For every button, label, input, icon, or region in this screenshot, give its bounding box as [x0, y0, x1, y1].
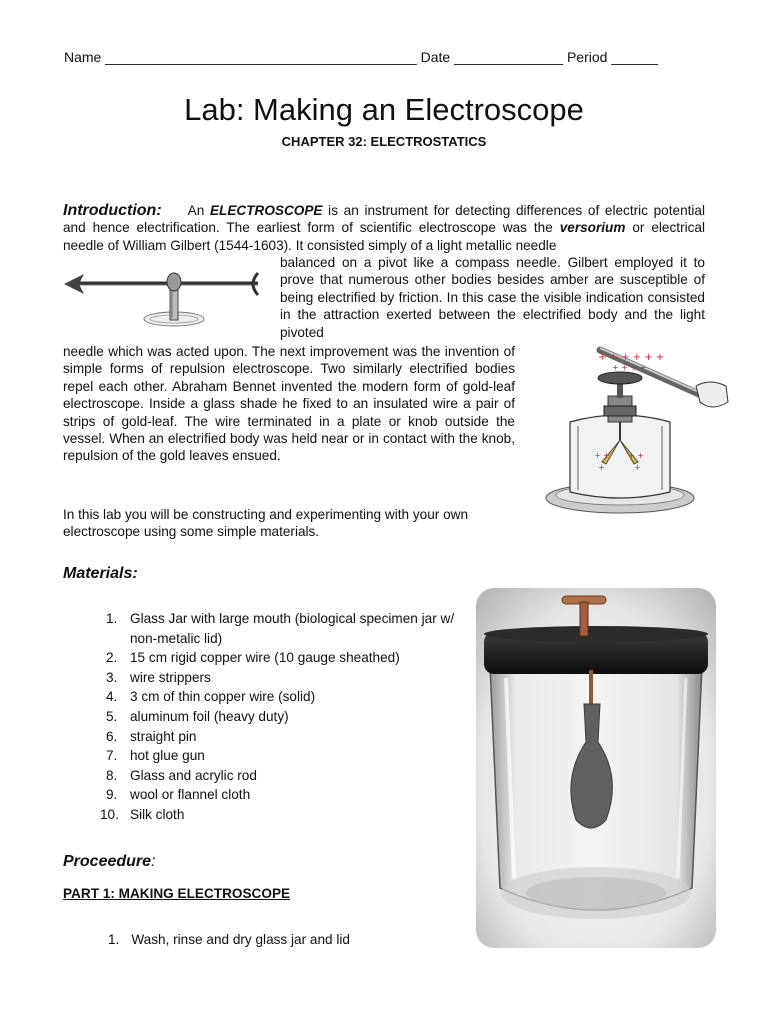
svg-text:+ + + + + +: + + + + + +	[598, 352, 665, 363]
list-number: 4.	[106, 689, 118, 705]
header-line	[64, 49, 709, 65]
list-number: 3.	[106, 669, 118, 685]
list-text: wool or flannel cloth	[130, 787, 251, 803]
procedure-heading-text: Proceedure	[63, 853, 152, 870]
list-item	[106, 727, 466, 747]
list-item	[106, 707, 466, 727]
intro-text-c: or electrical needle of William Gilbert (1544-1603). It consisted simply of a light metallic needle	[63, 220, 705, 253]
list-item	[106, 609, 466, 648]
intro-paragraph-4: In this lab you will be constructing and experimenting with your own electroscope using some simple materials.	[63, 507, 469, 540]
svg-text:+ + + +: + + + +	[612, 363, 647, 372]
list-item	[106, 785, 466, 805]
intro-paragraph-2: balanced on a pivot like a compass needle. Gilbert employed it to prove that numerous other bodies besides amber are susceptible of being electrified by friction. In this case the visible indication consisted in the attraction exerted between the electrified body and the light pivoted	[280, 255, 705, 340]
list-number: 9.	[106, 787, 118, 803]
list-number: 1.	[106, 611, 118, 626]
step-number: 1.	[108, 932, 120, 947]
versorium-term: versorium	[559, 220, 626, 236]
list-text: Glass and acrylic rod	[130, 767, 257, 783]
name-label: Name	[64, 49, 102, 65]
svg-text:+ +: + +	[628, 451, 644, 460]
list-text: wire strippers	[130, 669, 211, 685]
period-blank[interactable]: ______	[611, 49, 659, 65]
list-item	[106, 648, 466, 668]
list-item	[106, 668, 466, 688]
electroscope-term: ELECTROSCOPE	[209, 203, 323, 218]
electroscope-jar-photo	[476, 588, 716, 948]
procedure-heading	[63, 853, 156, 871]
gold-leaf-electroscope-illustration	[542, 340, 732, 518]
step-text: Wash, rinse and dry glass jar and lid	[131, 932, 350, 947]
list-number: 8.	[106, 767, 118, 783]
list-number: 10.	[100, 806, 119, 822]
list-number: 5.	[106, 708, 118, 724]
part1-heading: PART 1: MAKING ELECTROSCOPE	[63, 886, 291, 901]
page-title: Lab: Making an Electroscope	[184, 92, 584, 127]
date-blank[interactable]: ______________	[454, 49, 564, 65]
list-item	[106, 746, 466, 766]
materials-list	[100, 609, 466, 825]
date-label: Date	[420, 49, 451, 65]
svg-text:+ +: + +	[594, 451, 610, 460]
intro-paragraph-3: needle which was acted upon. The next improvement was the invention of simple forms of repulsion electroscope. Two similarly electrified bodies repel each other. Abraham Bennet invented the modern form of gold-leaf electroscope. Inside a glass shade he fixed to an insulated wire a pair of strips of gold-leaf. The wire terminated in a plate or knob outside the vessel. When an electrified body was held near or in contact with the knob, repulsion of the gold leaves ensued.	[63, 344, 515, 464]
chapter-subtitle: CHAPTER 32: ELECTROSTATICS	[281, 134, 487, 149]
name-blank[interactable]: ________________________________________	[105, 49, 417, 65]
list-number: 7.	[106, 748, 118, 764]
list-text: straight pin	[130, 728, 197, 744]
procedure-heading-colon: :	[151, 853, 156, 870]
list-item	[106, 766, 466, 786]
intro-text-a: An	[187, 203, 210, 218]
list-text: 15 cm rigid copper wire (10 gauge sheathed)	[130, 650, 400, 666]
period-label: Period	[566, 49, 608, 65]
svg-text:+: +	[634, 463, 641, 472]
versorium-illustration	[62, 262, 266, 336]
svg-text:+: +	[598, 463, 605, 472]
list-text: aluminum foil (heavy duty)	[130, 708, 289, 724]
list-text: hot glue gun	[130, 748, 205, 764]
list-text: Glass Jar with large mouth (biological specimen jar w/ non-metalic lid)	[130, 611, 455, 646]
list-item	[100, 805, 466, 825]
intro-paragraph-1	[63, 202, 705, 254]
materials-heading: Materials:	[63, 565, 138, 582]
list-number: 6.	[106, 728, 118, 744]
procedure-step-1	[108, 932, 350, 947]
list-text: 3 cm of thin copper wire (solid)	[130, 689, 316, 705]
list-text: Silk cloth	[130, 806, 185, 822]
intro-text-b: is an instrument for detecting differences of electric potential and hence electrification. The earliest form of scientific electroscope was the	[63, 203, 706, 236]
list-item	[106, 687, 466, 707]
list-number: 2.	[106, 650, 118, 666]
intro-label: Introduction:	[63, 202, 162, 219]
